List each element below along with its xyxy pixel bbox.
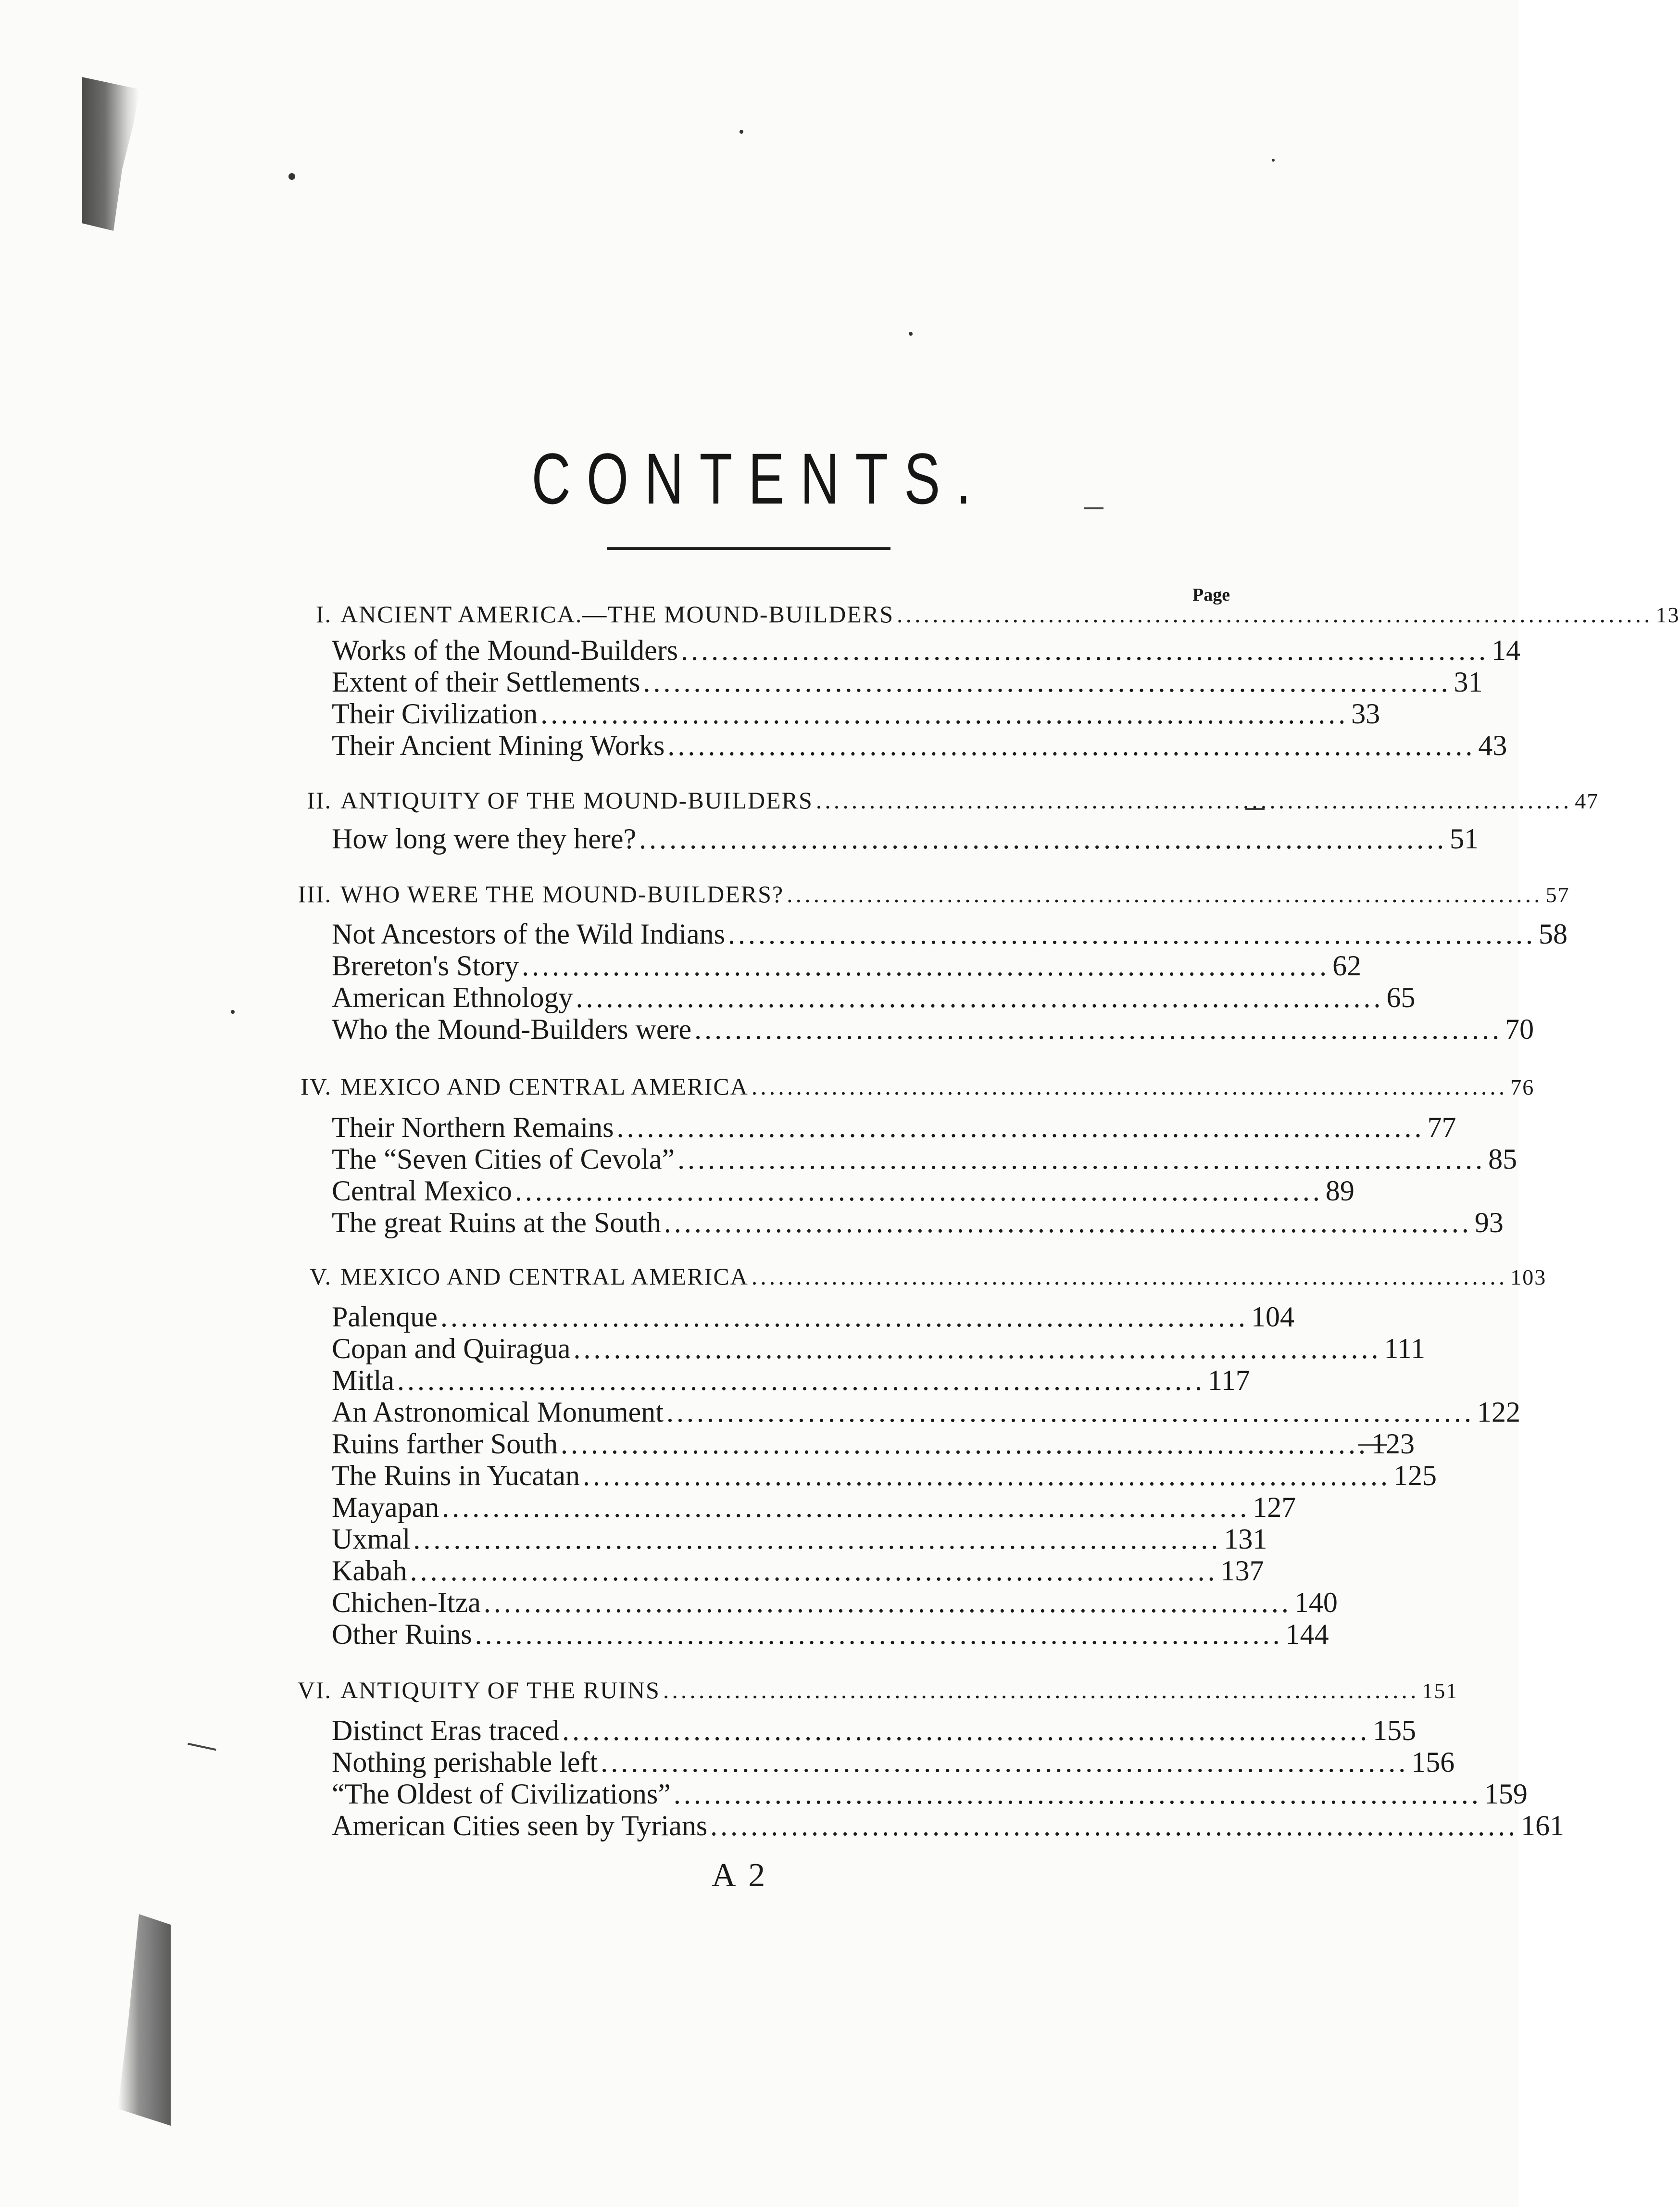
section-page: 123 [1371,1428,1415,1460]
chapter-row[interactable] [279,1262,1547,1290]
scan-speck [909,332,913,336]
dot-leader: ................................................................................ [583,1460,1391,1491]
chapter-page: 13 [1655,603,1680,627]
dot-leader: ................................................................................ [639,823,1447,855]
dot-leader: ................................................................................ [442,1491,1250,1523]
chapter-title: ANTIQUITY OF THE MOUND-BUILDERS [340,787,813,814]
dot-leader: ..................................................................................... [751,1073,1508,1100]
section-row[interactable] [332,666,1483,699]
section-row[interactable] [332,1746,1455,1779]
dot-leader: ................................................................................ [576,982,1384,1013]
scan-speck [231,1010,235,1014]
section-title: The great Ruins at the South [332,1207,661,1238]
section-row[interactable] [332,1206,1504,1239]
section-row[interactable] [332,1174,1354,1208]
section-title: Ruins farther South [332,1428,558,1460]
section-title: Their Northern Remains [332,1111,614,1143]
dot-leader: ..................................................................................... [897,601,1653,628]
section-page: 43 [1478,730,1507,761]
section-page: 104 [1251,1301,1294,1333]
chapter-numeral: I. [315,601,332,628]
section-row[interactable] [332,1459,1437,1492]
dot-leader: ................................................................................ [475,1618,1283,1650]
dot-leader: ................................................................................ [643,666,1451,698]
section-title: The “Seven Cities of Cevola” [332,1143,675,1175]
section-row[interactable] [332,1364,1250,1397]
section-page: 70 [1505,1013,1534,1045]
binding-shadow-top [82,77,139,231]
dot-leader: ..................................................................................... [663,1677,1419,1703]
scan-speck [740,130,743,134]
section-title: Uxmal [332,1523,411,1555]
dot-leader: ................................................................................ [666,1396,1474,1428]
section-row[interactable] [332,822,1479,856]
chapter-numeral: VI. [297,1677,332,1703]
section-row[interactable] [332,1427,1415,1461]
section-row[interactable] [332,949,1362,983]
dot-leader: ................................................................................ [728,918,1536,950]
section-row[interactable] [332,1332,1426,1365]
section-row[interactable] [332,697,1380,731]
section-title: Their Civilization [332,698,538,730]
dot-leader: ................................................................................ [677,1143,1486,1175]
dot-leader: ................................................................................ [681,634,1489,666]
chapter-row[interactable] [279,600,1680,628]
section-title: Mitla [332,1364,394,1396]
section-page: 77 [1427,1111,1456,1143]
section-page: 137 [1220,1555,1264,1587]
section-title: How long were they here? [332,823,637,855]
section-title: Works of the Mound-Builders [332,634,678,666]
section-page: 93 [1474,1207,1504,1238]
chapter-title: ANTIQUITY OF THE RUINS [340,1677,660,1703]
dot-leader: ................................................................................ [664,1207,1472,1238]
section-title: An Astronomical Monument [332,1396,664,1428]
section-row[interactable] [332,1523,1267,1556]
section-title: “The Oldest of Civilizations” [332,1778,671,1810]
section-title: Not Ancestors of the Wild Indians [332,918,726,950]
section-title: American Cities seen by Tyrians [332,1810,708,1841]
chapter-numeral: III. [298,881,332,908]
dot-leader: ................................................................................ [673,1778,1481,1810]
dot-leader: ..................................................................................... [787,881,1543,908]
section-page: 14 [1492,634,1521,666]
section-row[interactable] [332,1300,1294,1334]
section-title: Nothing perishable left [332,1746,598,1778]
signature-mark: A 2 [712,1857,768,1894]
section-row[interactable] [332,1111,1456,1144]
section-row[interactable] [332,729,1507,762]
section-title: Their Ancient Mining Works [332,730,665,761]
chapter-page: 151 [1422,1678,1458,1703]
section-title: Distinct Eras traced [332,1715,560,1746]
section-row[interactable] [332,1778,1528,1811]
section-title: Who the Mound-Builders were [332,1013,692,1045]
page-title: CONTENTS. [531,438,987,519]
section-title: Kabah [332,1555,407,1587]
dot-leader: ..................................................................................... [815,787,1572,814]
section-page: 131 [1224,1523,1267,1555]
dot-leader: ................................................................................ [483,1587,1291,1618]
section-page: 89 [1325,1175,1354,1207]
section-page: 127 [1253,1491,1296,1523]
section-title: Brereton's Story [332,950,519,982]
section-title: Copan and Quiragua [332,1333,571,1364]
section-page: 144 [1285,1618,1329,1650]
chapter-row[interactable] [279,1676,1458,1704]
section-row[interactable] [332,1586,1338,1619]
section-row[interactable] [332,1809,1565,1842]
section-page: 65 [1386,982,1416,1013]
dot-leader: ................................................................................ [562,1715,1370,1746]
dot-leader: ................................................................................ [616,1111,1425,1143]
section-page: 161 [1521,1810,1565,1841]
chapter-numeral: V. [309,1263,332,1290]
section-row[interactable] [332,1618,1329,1651]
scan-mark [188,1743,216,1751]
dot-leader: ................................................................................ [710,1810,1518,1841]
chapter-title: ANCIENT AMERICA.—THE MOUND-BUILDERS [340,601,894,628]
chapter-numeral: II. [307,787,332,814]
section-title: Palenque [332,1301,438,1333]
section-page: 125 [1393,1460,1437,1491]
section-title: Mayapan [332,1491,439,1523]
dot-leader: ................................................................................ [667,730,1476,761]
section-page: 140 [1294,1587,1338,1618]
section-page: 159 [1484,1778,1528,1810]
dot-leader: ................................................................................ [522,950,1330,982]
dot-leader: ................................................................................ [601,1746,1409,1778]
dot-leader: ................................................................................ [573,1333,1381,1364]
dot-leader: ................................................................................ [540,698,1349,730]
section-page: 62 [1332,950,1362,982]
section-page: 31 [1454,666,1483,698]
section-page: 111 [1384,1333,1426,1364]
section-page: 122 [1477,1396,1520,1428]
chapter-page: 103 [1510,1265,1547,1289]
section-page: 155 [1373,1715,1417,1746]
chapter-title: MEXICO AND CENTRAL AMERICA [340,1263,749,1290]
chapter-row[interactable] [279,880,1570,908]
section-row[interactable] [332,1013,1534,1046]
chapter-title: MEXICO AND CENTRAL AMERICA [340,1073,749,1100]
page-column-heading: Page [1192,585,1230,605]
section-title: Other Ruins [332,1618,472,1650]
section-row[interactable] [332,918,1568,951]
chapter-page: 57 [1545,883,1570,907]
section-title: The Ruins in Yucatan [332,1460,580,1491]
chapter-row[interactable] [279,1072,1535,1100]
scan-speck [288,173,295,180]
dot-leader: ................................................................................ [514,1175,1323,1207]
section-page: 58 [1539,918,1568,950]
scan-speck [1272,159,1275,162]
chapter-page: 76 [1510,1075,1535,1099]
section-page: 33 [1351,698,1380,730]
section-row[interactable] [332,1714,1417,1747]
dot-leader: ................................................................................ [560,1428,1368,1460]
binding-shadow-bottom [118,1914,171,2126]
chapter-numeral: IV. [301,1073,332,1100]
section-page: 51 [1450,823,1479,855]
dot-leader: ................................................................................ [440,1301,1248,1333]
dot-leader: ................................................................................ [694,1013,1503,1045]
section-row[interactable] [332,1396,1520,1429]
section-title: Central Mexico [332,1175,512,1207]
section-row[interactable] [332,1143,1517,1176]
section-title: Extent of their Settlements [332,666,640,698]
dot-leader: ................................................................................ [410,1555,1218,1587]
chapter-row[interactable] [279,786,1599,814]
section-row[interactable] [332,1554,1264,1588]
section-title: American Ethnology [332,982,573,1013]
section-page: 117 [1208,1364,1250,1396]
section-row[interactable] [332,634,1521,667]
section-page: 156 [1411,1746,1455,1778]
dot-leader: ................................................................................ [413,1523,1221,1555]
section-row[interactable] [332,981,1416,1014]
dot-leader: ..................................................................................... [751,1263,1508,1290]
section-page: 85 [1488,1143,1517,1175]
section-row[interactable] [332,1491,1296,1524]
chapter-title: WHO WERE THE MOUND-BUILDERS? [340,881,784,908]
title-rule [607,547,890,550]
dot-leader: ................................................................................ [397,1364,1205,1396]
section-title: Chichen-Itza [332,1587,481,1618]
chapter-page: 47 [1575,789,1599,813]
